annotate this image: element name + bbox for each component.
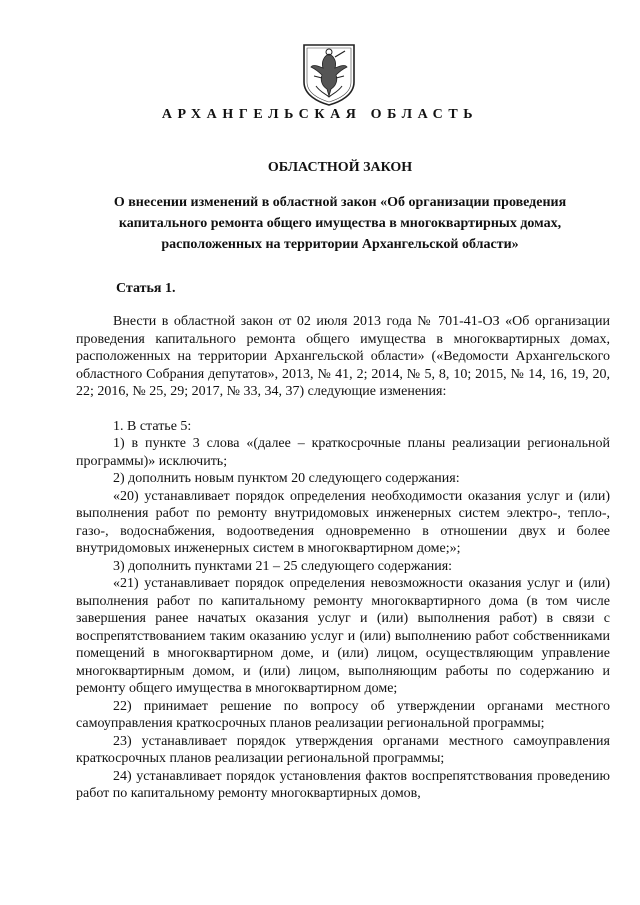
paragraph: 24) устанавливает порядок установления фактов воспрепятствования проведению работ по капитальному ремонту многоквартирных домов, (76, 768, 610, 801)
article-heading: Статья 1. (116, 281, 176, 296)
paragraph: «20) устанавливает порядок определения необходимости оказания услуг и (или) выполнения работ по ремонту внутридомовых инженерных систем электро-, тепло-, газо-, водоснабжения, водоотведения одновременно в отношении двух и более внутридомовых инженерных систем в многоквартирном доме;»; (76, 488, 610, 556)
paragraph: 2) дополнить новым пунктом 20 следующего содержания: (113, 471, 460, 486)
paragraph: 1) в пункте 3 слова «(далее – краткосрочные планы реализации региональной программы)» исключить; (76, 436, 610, 469)
region-name: АРХАНГЕЛЬСКАЯ ОБЛАСТЬ (161, 107, 479, 122)
document-title: О внесении изменений в областной закон «Об организации проведения капитального ремонта общего имущества в многоквартирных домах, расположенных на территории Архангельской области» (113, 195, 567, 252)
paragraph: 1. В статье 5: (113, 418, 192, 434)
document-body (76, 313, 610, 803)
paragraph: 3) дополнить пунктами 21 – 25 следующего содержания: (113, 558, 453, 574)
paragraph: Внести в областной закон от 02 июля 2013 года № 701-41-ОЗ «Об организации проведения капитального ремонта общего имущества в многоквартирных домах, расположенных на территории Архангельской области» («Ведомости Архангельского областного Собрания депутатов», 2013, № 41, 2; 2014, № 5, 8, 10; 2015, № 14, 16, 19, 20, 22; 2016, № 25, 29; 2017, № 33, 34, 37) следующие изменения: (76, 314, 610, 399)
paragraph: 23) устанавливает порядок утверждения органами местного самоуправления краткосрочных планов реализации региональной программы; (76, 733, 610, 766)
document-type: ОБЛАСТНОЙ ЗАКОН (267, 160, 413, 175)
paragraph: «21) устанавливает порядок определения невозможности оказания услуг и (или) выполнения работ по капитальному ремонту многоквартирного дома (в том числе завершения ранее начатых оказания услуг и (или) выполнения работ) в связи с воспрепятствованием таким оказанию услуг и (или) выполнению работ собственниками помещений в многоквартирном доме, и (или) лицом, осуществляющим управление многоквартирным домом, и (или) лицом, выполняющим работы по содержанию и ремонту общего имущества в многоквартирном доме; (76, 576, 610, 696)
arkhangelsk-coat-of-arms-icon (300, 42, 358, 106)
paragraph: 22) принимает решение по вопросу об утверждении органами местного самоуправления краткосрочных планов реализации региональной программы; (76, 698, 610, 731)
